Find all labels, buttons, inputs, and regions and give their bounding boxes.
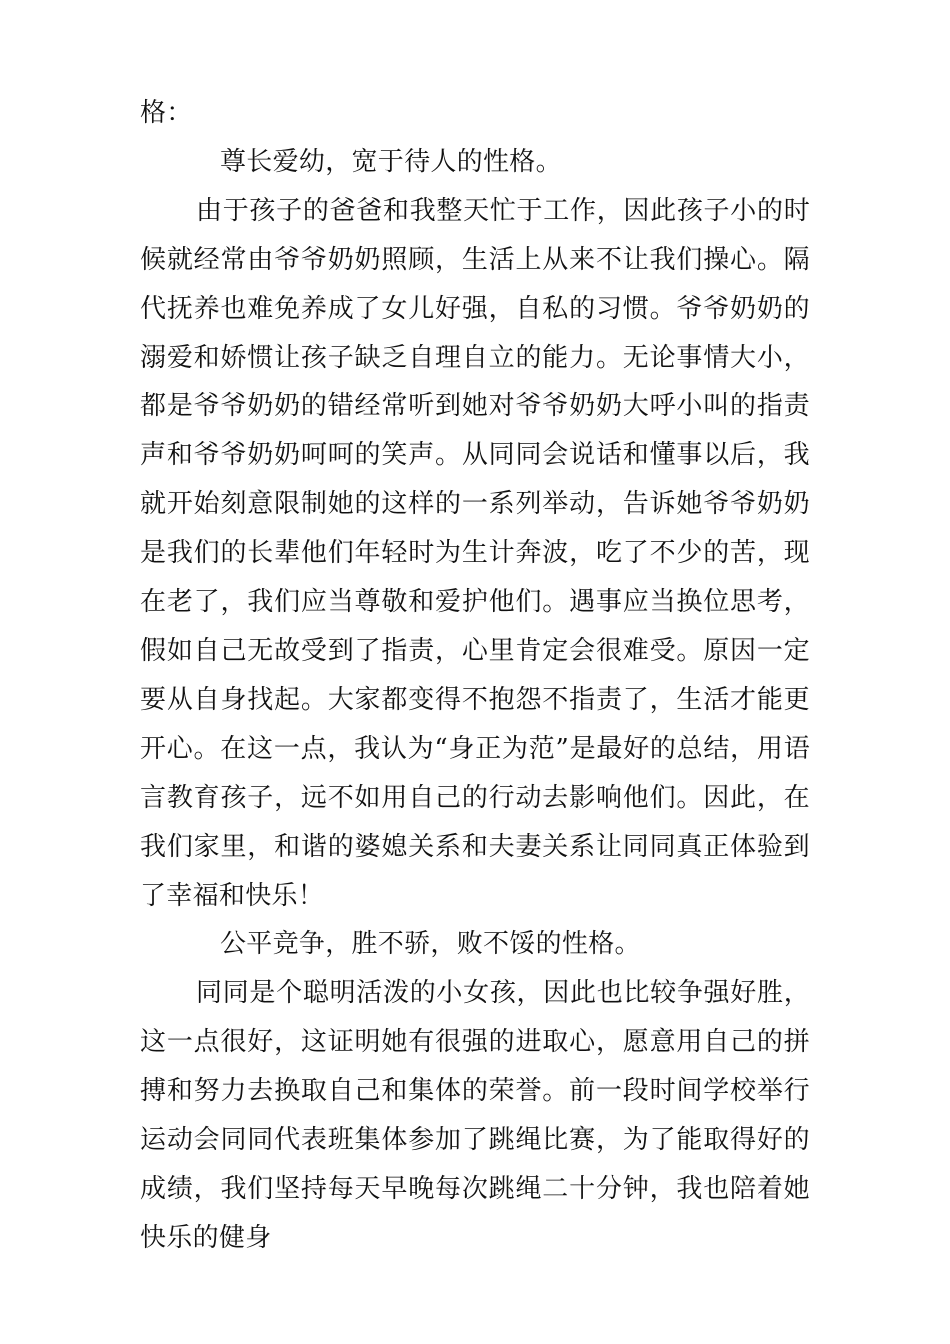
paragraph-competition-body: 同同是个聪明活泼的小女孩，因此也比较争强好胜，这一点很好，这证明她有很强的进取心，愿意用自己的拼搏和努力去换取自己和集体的荣誉。前一段时间学校举行运动会同同代表班集体参加了跳绳比赛，为了能取得好的成绩，我们坚持每天早晚每次跳绳二十分钟，我也陪着她快乐的健身 <box>140 978 810 1253</box>
document-body <box>140 89 810 1263</box>
section-heading-competition: 公平竞争，胜不骄，败不馁的性格。 <box>220 929 641 960</box>
paragraph-respect-body: 由于孩子的爸爸和我整天忙于工作，因此孩子小的时候就经常由爷爷奶奶照顾，生活上从来不让我们操心。隔代抚养也难免养成了女儿好强，自私的习惯。爷爷奶奶的溺爱和娇惯让孩子缺乏自理自立的能力。无论事情大小，都是爷爷奶奶的错经常听到她对爷爷奶奶大呼小叫的指责声和爷爷奶奶呵呵的笑声。从同同会说话和懂事以后，我就开始刻意限制她的这样的一系列举动，告诉她爷爷奶奶是我们的长辈他们年轻时为生计奔波，吃了不少的苦，现在老了，我们应当尊敬和爱护他们。遇事应当换位思考，假如自己无故受到了指责，心里肯定会很难受。原因一定要从自身找起。大家都变得不抱怨不指责了，生活才能更开心。在这一点，我认为“身正为范”是最好的总结，用语言教育孩子，远不如用自己的行动去影响他们。因此，在我们家里，和谐的婆媳关系和夫妻关系让同同真正体验到了幸福和快乐！ <box>140 195 810 911</box>
section-heading-respect: 尊长爱幼，宽于待人的性格。 <box>220 146 562 177</box>
paragraph-continuation: 格： <box>140 98 193 128</box>
